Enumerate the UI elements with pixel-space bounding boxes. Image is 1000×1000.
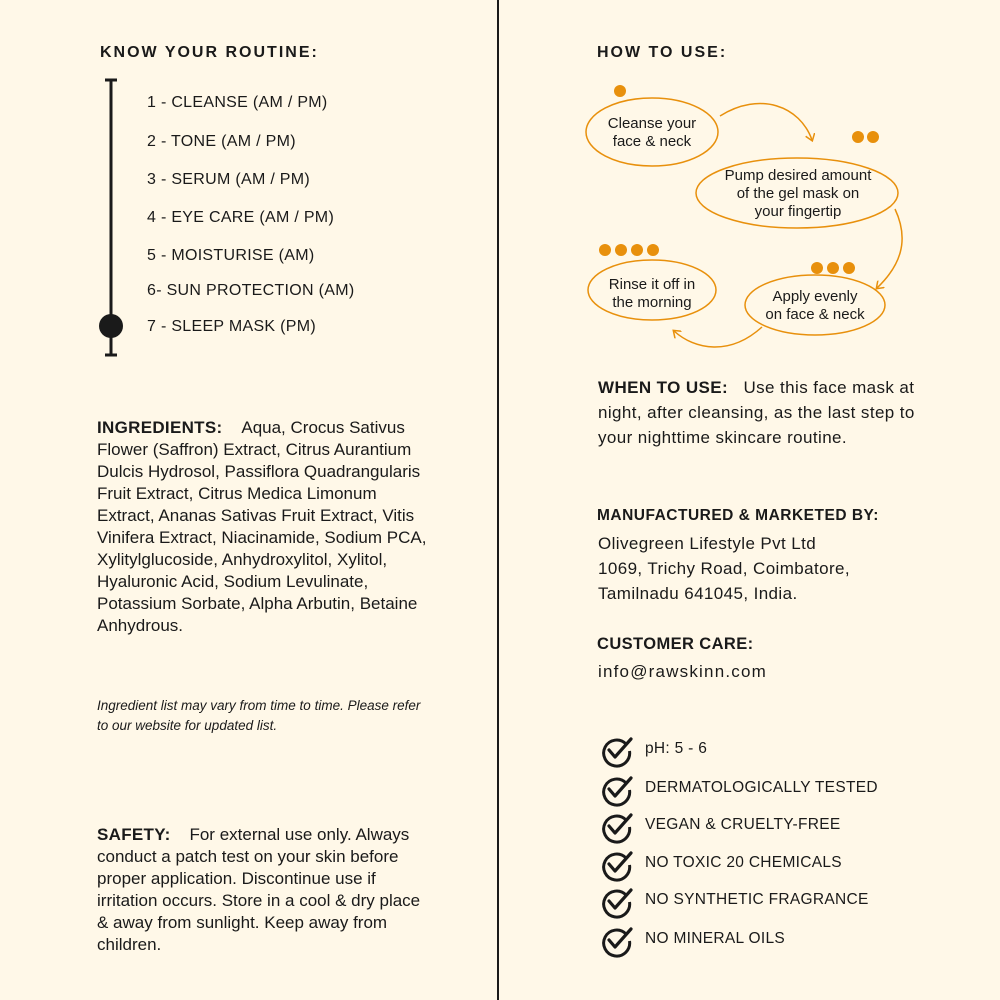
- routine-step: 5 - MOISTURISE (AM): [147, 247, 315, 264]
- manufacturer-label: MANUFACTURED & MARKETED BY:: [597, 507, 879, 524]
- safety-text: For external use only. Always conduct a patch test on your skin before proper application. Discontinue use if irritation occurs. Store in a cool & dry place & away from sunlight. Keep away from children.: [97, 825, 421, 954]
- center-divider: [497, 0, 499, 1000]
- current-step-marker: [99, 314, 123, 338]
- safety-block: [97, 824, 427, 956]
- step-1-dot: [614, 85, 626, 97]
- safety-label: SAFETY:: [97, 825, 171, 844]
- manufacturer-line: Olivegreen Lifestyle Pvt Ltd: [598, 534, 817, 553]
- routine-step: 4 - EYE CARE (AM / PM): [147, 209, 335, 226]
- step-2-dot: [852, 131, 864, 143]
- claim-text: NO SYNTHETIC FRAGRANCE: [645, 891, 869, 908]
- ingredients-block: [97, 417, 427, 637]
- customer-care-email[interactable]: info@rawskinn.com: [598, 662, 767, 681]
- step-4-text: Rinse it off in the morning: [608, 276, 696, 311]
- manufacturer-line: 1069, Trichy Road, Coimbatore,: [598, 559, 851, 578]
- manufacturer-line: Tamilnadu 641045, India.: [598, 584, 798, 603]
- step-2-text: Pump desired amount of the gel mask on your fingertip: [724, 167, 872, 220]
- step-4-dot: [599, 244, 611, 256]
- check-circle-icon: [600, 773, 634, 807]
- check-circle-icon: [600, 734, 634, 768]
- step-3-dot: [811, 262, 823, 274]
- claim-text: NO TOXIC 20 CHEMICALS: [645, 854, 842, 871]
- claim-text: NO MINERAL OILS: [645, 930, 786, 947]
- when-to-use-label: WHEN TO USE:: [598, 378, 729, 397]
- check-circle-icon: [600, 924, 634, 958]
- when-to-use-text: Use this face mask at night, after cleansing, as the last step to your nighttime skincare routine.: [598, 378, 915, 447]
- check-circle-icon: [600, 885, 634, 919]
- routine-timeline: [96, 78, 128, 360]
- ingredients-text: Aqua, Crocus Sativus Flower (Saffron) Extract, Citrus Aurantium Dulcis Hydrosol, Passiflora Quadrangularis Fruit Extract, Citrus Medica Limonum Extract, Ananas Sativas Fruit Extract, Vitis Vinifera Extract, Niacinamide, Sodium PCA, Xylitylglucoside, Anhydroxylitol, Xylitol, Hyaluronic Acid, Sodium Levulinate, Potassium Sorbate, Alpha Arbutin, Betaine Anhydrous.: [97, 418, 427, 635]
- check-circle-icon: [600, 848, 634, 882]
- check-circle-icon: [600, 810, 634, 844]
- routine-heading: KNOW YOUR ROUTINE:: [100, 44, 319, 61]
- claim-text: pH: 5 - 6: [645, 740, 708, 757]
- routine-step: 6- SUN PROTECTION (AM): [147, 282, 355, 299]
- claim-text: DERMATOLOGICALLY TESTED: [645, 779, 878, 796]
- routine-step: 2 - TONE (AM / PM): [147, 133, 296, 150]
- routine-step: 3 - SERUM (AM / PM): [147, 171, 311, 188]
- ingredients-note: Ingredient list may vary from time to time. Please refer to our website for updated list.: [97, 698, 421, 733]
- ingredients-label: INGREDIENTS:: [97, 418, 223, 437]
- arrow-3-to-4: [674, 327, 762, 347]
- when-to-use-block: [598, 375, 918, 450]
- routine-step: 7 - SLEEP MASK (PM): [147, 318, 317, 335]
- routine-step: 1 - CLEANSE (AM / PM): [147, 94, 328, 111]
- how-to-use-heading: HOW TO USE:: [597, 44, 728, 61]
- customer-care-label: CUSTOMER CARE:: [597, 635, 754, 653]
- step-3-text: Apply evenly on face & neck: [765, 288, 865, 323]
- claim-text: VEGAN & CRUELTY-FREE: [645, 816, 841, 833]
- step-1-text: Cleanse your face & neck: [607, 115, 697, 150]
- arrow-1-to-2: [720, 104, 812, 140]
